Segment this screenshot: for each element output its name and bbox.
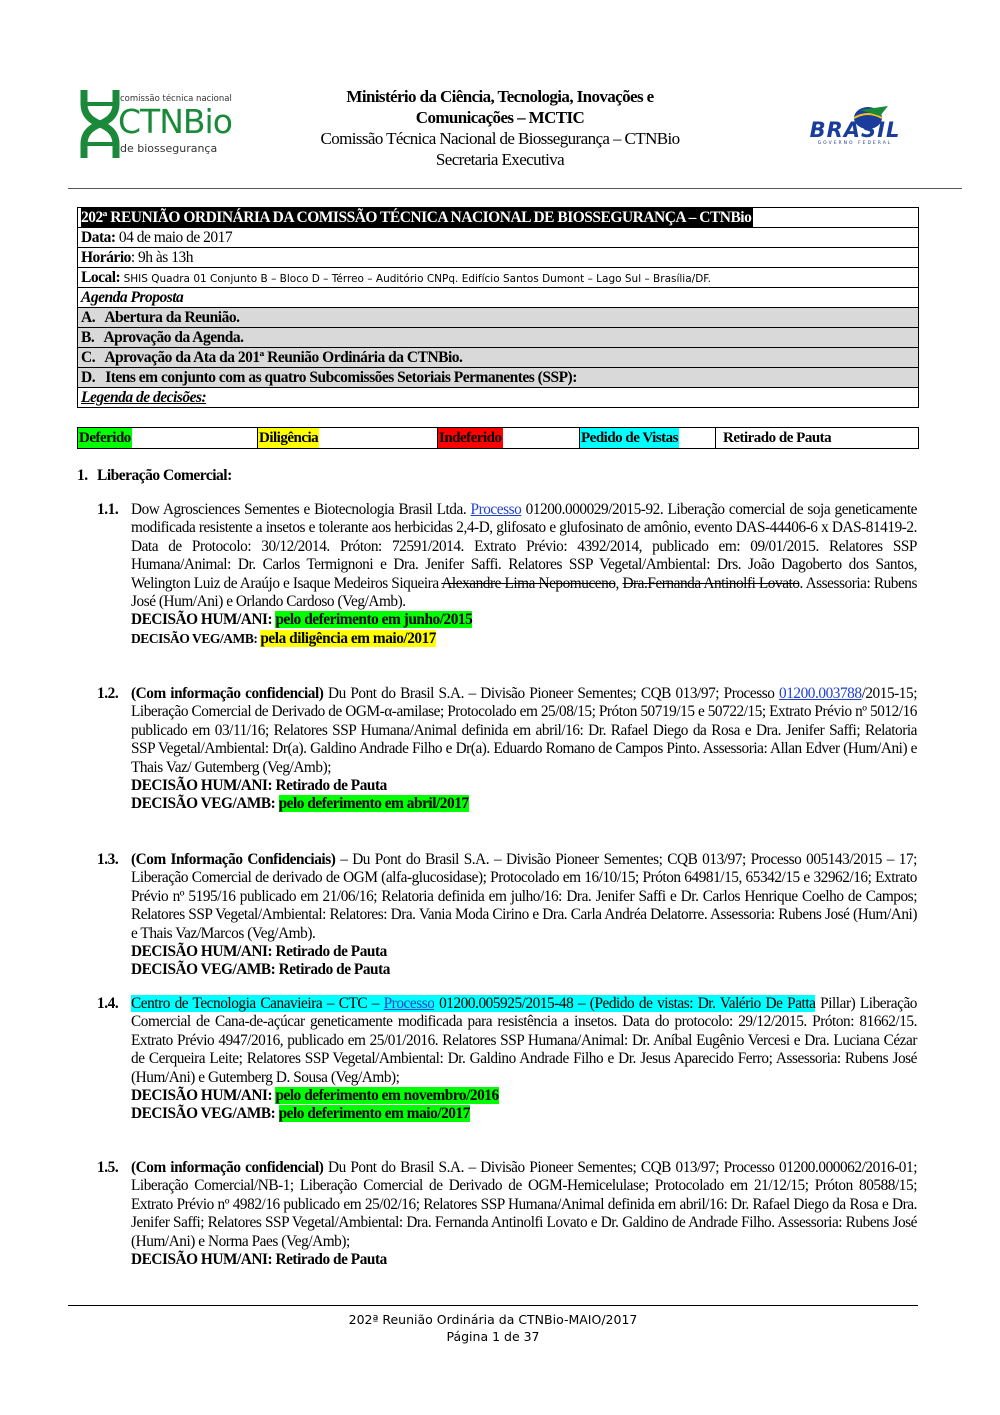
logo-bottom-text: de biossegurança (120, 142, 218, 155)
ministry-line2: Comunicações – MCTIC (415, 108, 585, 127)
decision-legend (77, 427, 919, 449)
decision-hum-ani-value: Retirado de Pauta (275, 777, 387, 795)
logo-brand: CTNBio (118, 102, 232, 141)
processo-link[interactable]: Processo (470, 501, 522, 518)
commission-name: Comissão Técnica Nacional de Biossegurança – CTNBio (320, 129, 680, 148)
agenda-item-d: D. Itens em conjunto com as quatro Subcomissões Setoriais Permanentes (SSP): (78, 368, 918, 388)
decision-hum-ani-label: DECISÃO HUM/ANI: (131, 1087, 276, 1105)
decision-hum-ani-label: DECISÃO HUM/ANI: (131, 611, 276, 629)
header-divider (68, 188, 962, 189)
place-row (78, 268, 918, 288)
legend-deferido: Deferido (78, 428, 258, 448)
decision-veg-amb-label: DECISÃO VEG/AMB: (131, 630, 261, 646)
legend-title: Legenda de decisões: (81, 389, 207, 406)
date-label: Data: (81, 229, 116, 246)
section-number: 1. (77, 467, 88, 484)
legend-diligencia: Diligência (258, 428, 438, 448)
date-row (78, 228, 918, 248)
ministry-line1: Ministério da Ciência, Tecnologia, Inovações e (346, 87, 654, 106)
decision-hum-ani-value: pelo deferimento em novembro/2016 (275, 1087, 499, 1105)
brasil-logo-text: BRASIL (809, 118, 901, 142)
decision-veg-amb-value: pelo deferimento em maio/2017 (278, 1105, 470, 1123)
page-footer (68, 1311, 918, 1345)
meeting-title: 202ª REUNIÃO ORDINÁRIA DA COMISSÃO TÉCNICA NACIONAL DE BIOSSEGURANÇA – CTNBio (81, 209, 752, 226)
brasil-logo-subtext: GOVERNO FEDERAL (817, 141, 893, 146)
decision-hum-ani-label: DECISÃO HUM/ANI: (131, 943, 276, 961)
agenda-entry-1-2: (Com informação confidencial) Du Pont do Brasil S.A. – Divisão Pioneer Sementes; CQB 013/97; Processo 01200.003788/2015-15; Liberação Comercial de Derivado de OGM-α-amilase; Protocolado em 25/08/15; Próton 50719/15 e 50722/15; Extrato Prévio nº 5012/16 publicado em 03/11/16; Relatores SSP Humana/Animal definida em abril/16: Dr. Rafael Diego da Rosa e Dra. Jenifer Saffi; Relatoria SSP Vegetal/Ambiental: Dr(a). Galdino Andrade Filho e Dr(a). Eduardo Romano de Campos Pinto. Assessoria: Allan Edver (Hum/Ani) e Thais Vaz/ Gutemberg (Veg/Amb); DECISÃO HUM/ANI: Retirado de Pauta DECISÃO VEG/AMB: pelo deferimento em abril/2017 (131, 685, 917, 813)
agenda-item-b: B. Aprovação da Agenda. (78, 328, 918, 348)
decision-veg-amb-label: DECISÃO VEG/AMB: (131, 961, 279, 979)
agenda-title: Agenda Proposta (78, 288, 918, 308)
page-number: Página 1 de 37 (446, 1329, 540, 1344)
agenda-item-c: C. Aprovação da Ata da 201ª Reunião Ordinária da CTNBio. (78, 348, 918, 368)
logo-top-text: comissão técnica nacional (120, 94, 232, 104)
date-value: 04 de maio de 2017 (118, 229, 233, 246)
decision-hum-ani-label: DECISÃO HUM/ANI: (131, 1251, 276, 1269)
secretariat-name: Secretaria Executiva (435, 150, 565, 169)
footer-meeting: 202ª Reunião Ordinária da CTNBio-MAIO/2017 (348, 1312, 638, 1327)
place-value: SHIS Quadra 01 Conjunto B – Bloco D – Térreo – Auditório CNPq. Edifício Santos Dumont – Lago Sul – Brasília/DF. (123, 273, 711, 285)
decision-veg-amb-value: pela diligência em maio/2017 (260, 629, 436, 647)
item-number: 1.5. (97, 1159, 119, 1176)
agenda-item-a: A. Abertura da Reunião. (78, 308, 918, 328)
legend-indeferido: Indeferido (438, 428, 580, 448)
decision-hum-ani-value: pelo deferimento em junho/2015 (275, 611, 473, 629)
item-number: 1.4. (97, 995, 119, 1012)
legend-retirado-pauta: Retirado de Pauta (723, 430, 832, 446)
meeting-title-row (78, 208, 918, 228)
processo-link[interactable]: Processo (383, 995, 435, 1012)
header-text (250, 86, 750, 170)
agenda-entry-1-5: (Com informação confidencial) Du Pont do Brasil S.A. – Divisão Pioneer Sementes; CQB 013/97; Processo 01200.000062/2016-01; Liberação Comercial/NB-1; Liberação Comercial de Derivado de OGM-Hemicelulase; Protocolado em 21/12/15; Próton 80588/15; Extrato Prévio nº 4982/16 publicado em 25/02/16; Relatores SSP Humana/Animal definida em abril/16: Dr. Rafael Diego da Rosa e Dra. Jenifer Saffi; Relatores SSP Vegetal/Ambiental: Dra. Fernanda Antinolfi Lovato e Dr. Galdino de Andrade Filho. Assessoria: Rubens José (Hum/Ani) e Norma Paes (Veg/Amb); DECISÃO HUM/ANI: Retirado de Pauta (131, 1159, 918, 1269)
dna-helix-icon (78, 88, 122, 160)
agenda-entry-1-3: (Com Informação Confidenciais) – Du Pont do Brasil S.A. – Divisão Pioneer Sementes; CQB 013/97; Processo 005143/2015 – 17; Liberação Comercial de derivado de OGM (alfa-glucosidase); Protocolado em 16/10/15; Próton 64981/15, 65342/15 e 32962/16; Extrato Prévio nº 5195/16 publicado em 21/06/16; Relatoria definida em julho/16: Dra. Jenifer Saffi e Dr. Carlos Henrique Coelho de Campos; Relatores SSP Vegetal/Ambiental: Relatores: Dra. Vania Moda Cirino e Dra. Carla Andréa Delatorre. Assessoria: Rubens José (Hum/Ani) e Thais Vaz/Marcos (Veg/Amb). DECISÃO HUM/ANI: Retirado de Pauta DECISÃO VEG/AMB: Retirado de Pauta (131, 851, 917, 979)
time-label: Horário (81, 249, 131, 266)
time-row (78, 248, 918, 268)
legend-pedido-vistas: Pedido de Vistas (580, 428, 716, 448)
decision-veg-amb-label: DECISÃO VEG/AMB: (131, 795, 279, 813)
item-number: 1.1. (97, 501, 119, 518)
decision-veg-amb-value: pelo deferimento em abril/2017 (278, 795, 469, 813)
decision-hum-ani-label: DECISÃO HUM/ANI: (131, 777, 276, 795)
item-number: 1.2. (97, 685, 119, 702)
agenda-entry-1-4: Centro de Tecnologia Canavieira – CTC – Processo 01200.005925/2015-48 – (Pedido de vistas: Dr. Valério De Patta Pillar) Liberação Comercial de Cana-de-açúcar geneticamente modificada para resistência a insetos. Data do protocolo: 29/12/2015. Próton: 81662/15. Extrato Prévio 4947/2016, publicado em 25/01/2016. Relatores SSP Humana/Animal: Dr. Aníbal Eugênio Vercesi e Dra. Luciana Cézar de Cerqueira Leite; Relatores SSP Vegetal/Ambiental: Dr. Galdino Andrade Filho e Dr. Jesus Aparecido Ferro; Assessoria: Rubens José (Hum/Ani) e Gutemberg D. Sousa (Veg/Amb); DECISÃO HUM/ANI: pelo deferimento em novembro/2016 DECISÃO VEG/AMB: pelo deferimento em maio/2017 (131, 995, 917, 1123)
decision-veg-amb-label: DECISÃO VEG/AMB: (131, 1105, 279, 1123)
section-title: Liberação Comercial: (97, 467, 232, 484)
item-number: 1.3. (97, 851, 119, 868)
footer-divider (68, 1305, 918, 1306)
brasil-logo (796, 104, 914, 148)
processo-link[interactable]: 01200.003788 (779, 685, 862, 702)
decision-hum-ani-value: Retirado de Pauta (275, 1251, 387, 1269)
ctnbio-logo (78, 88, 248, 160)
decision-veg-amb-value: Retirado de Pauta (278, 961, 390, 979)
place-label: Local: (81, 269, 121, 286)
time-value: : 9h às 13h (130, 249, 193, 266)
decision-hum-ani-value: Retirado de Pauta (275, 943, 387, 961)
agenda-entry-1-1: Dow Agrosciences Sementes e Biotecnologia Brasil Ltda. Processo 01200.000029/2015-92. Liberação comercial de soja geneticamente modificada resistente a insetos e tolerante aos herbicidas 2,4-D, glifosato e glufosinato de amônio, evento DAS-44406-6 x DAS-81419-2. Data de Protocolo: 30/12/2014. Próton: 72591/2014. Extrato Prévio: 4392/2014, publicado em: 09/01/2015. Relatores SSP Humana/Animal: Dr. Carlos Termignoni e Dra. Jenifer Saffi. Relatores SSP Vegetal/Ambiental: Drs. João Dagoberto dos Santos, Welington Luiz de Araújo e Isaque Medeiros Siqueira Alexandre Lima Nepomuceno, Dra.Fernanda Antinolfi Lovato. Assessoria: Rubens José (Hum/Ani) e Orlando Cardoso (Veg/Amb). DECISÃO HUM/ANI: pelo deferimento em junho/2015 DECISÃO VEG/AMB: pela diligência em maio/2017 (131, 501, 918, 647)
meeting-info-table (77, 207, 919, 408)
